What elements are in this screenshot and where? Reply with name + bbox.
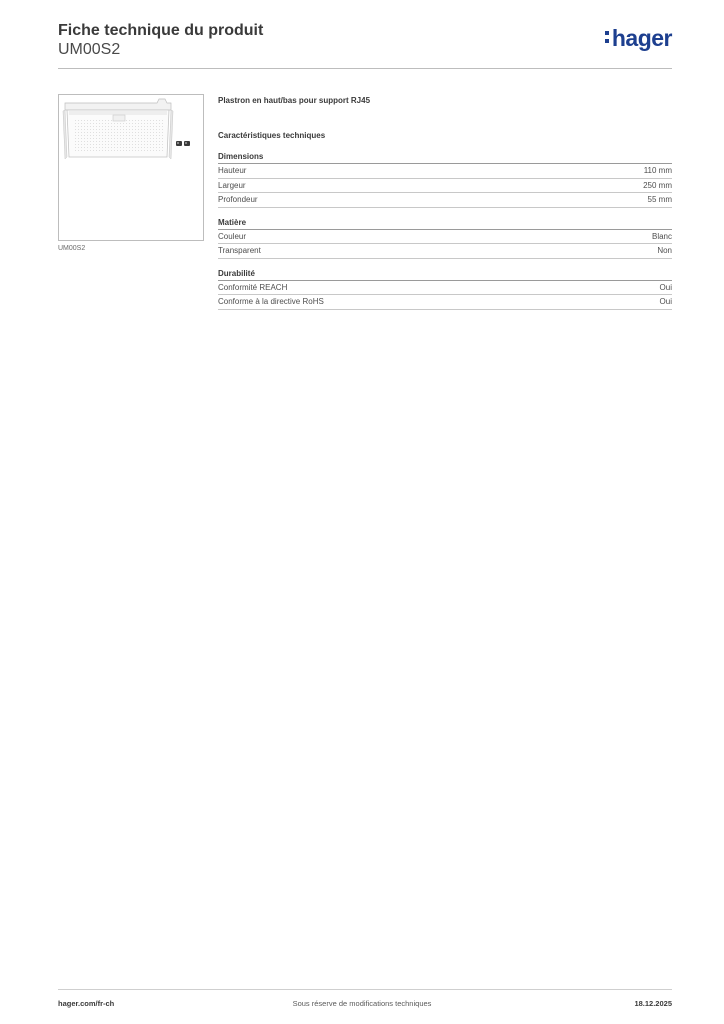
spec-value: Blanc — [651, 231, 672, 241]
spec-row — [218, 179, 672, 194]
spec-label: Largeur — [218, 180, 246, 190]
hager-logo — [605, 25, 672, 52]
spec-value: 55 mm — [647, 195, 672, 204]
spec-row — [218, 193, 672, 208]
spec-label: Profondeur — [218, 195, 258, 204]
footer-date: 18.12.2025 — [634, 999, 672, 1008]
spec-group-durability — [218, 269, 672, 310]
spec-value: Non — [657, 246, 672, 255]
product-description: Plastron en haut/bas pour support RJ45 — [218, 96, 371, 105]
spec-label: Transparent — [218, 246, 261, 255]
product-image — [58, 94, 204, 241]
spec-row — [218, 295, 672, 310]
spec-value: Oui — [659, 282, 672, 292]
spec-row — [218, 244, 672, 259]
logo-text: hager — [611, 25, 672, 51]
group-title: Dimensions — [218, 152, 672, 164]
spec-row — [218, 164, 672, 179]
spec-label: Hauteur — [218, 166, 247, 175]
footer-divider — [58, 989, 672, 990]
spec-row — [218, 230, 672, 245]
product-image-caption: UM00S2 — [58, 245, 86, 252]
header-divider — [58, 68, 672, 69]
group-title: Durabilité — [218, 269, 672, 281]
logo-colon-icon — [605, 31, 610, 45]
product-reference: UM00S2 — [58, 41, 121, 58]
spec-value: 250 mm — [643, 180, 672, 190]
spec-label: Conformité REACH — [218, 282, 288, 292]
spec-content — [218, 96, 672, 310]
product-faceplate-image — [59, 95, 203, 240]
spec-row — [218, 281, 672, 296]
page-title: Fiche technique du produit — [58, 22, 264, 39]
group-title: Matière — [218, 218, 672, 230]
footer-website-link[interactable]: hager.com/fr-ch — [58, 999, 115, 1008]
spec-group-dimensions — [218, 152, 672, 208]
specs-heading: Caractéristiques techniques — [218, 131, 326, 140]
spec-value: Oui — [659, 297, 672, 306]
page-header — [58, 20, 672, 68]
spec-value: 110 mm — [643, 166, 672, 175]
footer-disclaimer: Sous réserve de modifications techniques — [292, 999, 432, 1008]
spec-label: Couleur — [218, 231, 247, 241]
spec-label: Conforme à la directive RoHS — [218, 297, 324, 306]
spec-group-material — [218, 218, 672, 259]
